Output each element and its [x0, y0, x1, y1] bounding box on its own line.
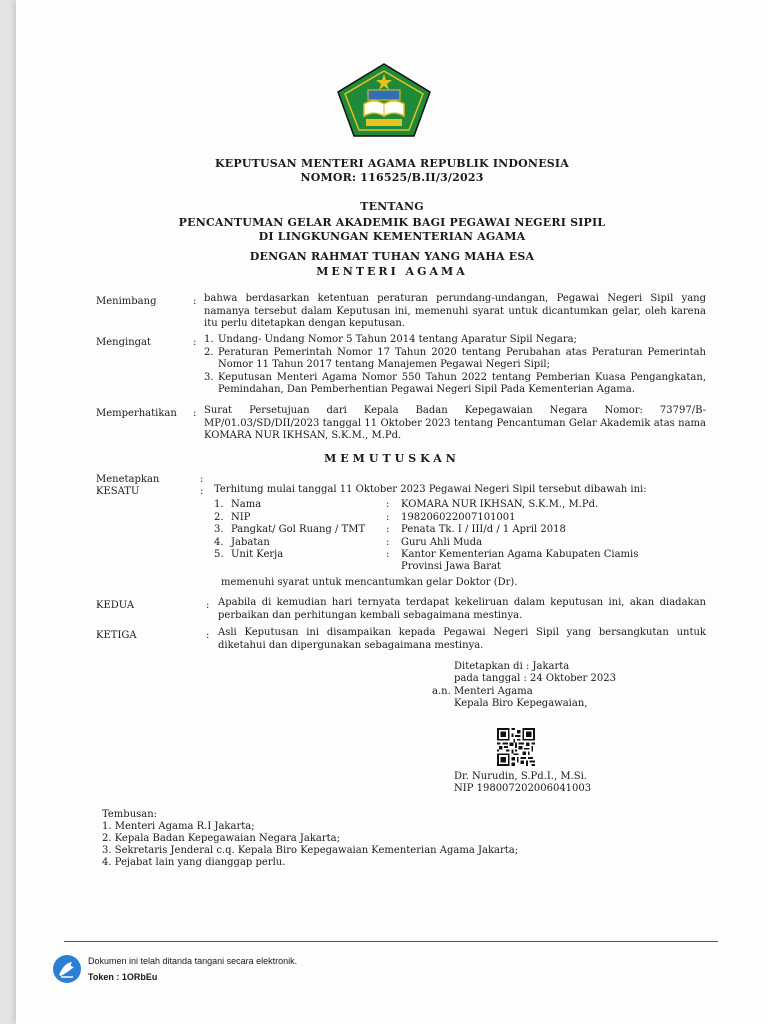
- decree-title: KEPUTUSAN MENTERI AGAMA REPUBLIK INDONESIA: [215, 157, 569, 170]
- subject-line-1: PENCANTUMAN GELAR AKADEMIK BAGI PEGAWAI NEGERI SIPIL: [178, 216, 606, 229]
- data-row-sep: :: [386, 499, 390, 510]
- data-row-sep: :: [386, 512, 390, 523]
- data-row-value: 198206022007101001: [401, 512, 516, 523]
- data-row-number: 1.: [214, 499, 224, 510]
- kedua-label: KEDUA: [96, 600, 135, 611]
- list-item: 3. Sekretaris Jenderal c.q. Kepala Biro Kepegawaian Kementerian Agama Jakarta;: [102, 845, 519, 856]
- kedua-colon: :: [206, 600, 210, 611]
- data-row-value: Guru Ahli Muda: [401, 537, 483, 548]
- data-row-sep: :: [386, 537, 390, 548]
- data-row-sep: :: [386, 549, 390, 560]
- kedua-text: Apabila di kemudian hari ternyata terdapat kekeliruan dalam keputusan ini, akan diadakan perbaikan dan perhitungan kembali sebagaimana mestinya.: [218, 597, 706, 621]
- mengingat-list: [204, 334, 706, 397]
- data-row-value: Kantor Kementerian Agama Kabupaten Ciamis: [401, 549, 639, 560]
- data-row-key: Unit Kerja: [231, 549, 284, 560]
- data-row-key: Nama: [231, 499, 262, 510]
- rahmat-heading: DENGAN RAHMAT TUHAN YANG MAHA ESA: [249, 250, 535, 263]
- data-row-number: 3.: [214, 524, 224, 535]
- signatory-an: a.n. Menteri Agama: [432, 686, 533, 697]
- data-row-number: 2.: [214, 512, 224, 523]
- data-row-key: Pangkat/ Gol Ruang / TMT: [231, 524, 366, 535]
- menimbang-label: Menimbang: [96, 296, 157, 307]
- mengingat-colon: :: [193, 337, 197, 348]
- footer-token: Token : 1ORbEu: [88, 972, 158, 982]
- list-item: 2. Peraturan Pemerintah Nomor 17 Tahun 2020 tentang Perubahan atas Peraturan Pemerintah Nomor 11 Tahun 2017 tentang Manajemen Pegawai Negeri Sipil;: [204, 346, 706, 370]
- list-item: 2. Kepala Badan Kepegawaian Negara Jakarta;: [102, 833, 341, 844]
- kesatu-label: KESATU: [96, 486, 140, 497]
- kesatu-colon: :: [200, 486, 204, 497]
- menteri-heading: MENTERI AGAMA: [316, 265, 468, 278]
- ketiga-colon: :: [206, 630, 210, 641]
- list-item: 3. Keputusan Menteri Agama Nomor 550 Tahun 2022 tentang Pemberian Kuasa Pengangkatan, Pemindahan, Dan Pemberhentian Pegawai Negeri Sipil Pada Kementerian Agama.: [204, 371, 706, 395]
- ketiga-label: KETIGA: [96, 630, 137, 641]
- signatory-nip: NIP 198007202006041003: [454, 783, 592, 794]
- decree-number: NOMOR: 116525/B.II/3/2023: [300, 171, 484, 184]
- mengingat-label: Mengingat: [96, 337, 152, 348]
- footer-note: Dokumen ini telah ditanda tangani secara elektronik.: [88, 956, 298, 966]
- menimbang-colon: :: [193, 296, 197, 307]
- kesatu-closing: memenuhi syarat untuk mencantumkan gelar Doktor (Dr).: [221, 577, 518, 588]
- data-row-value: Penata Tk. I / III/d / 1 April 2018: [401, 524, 566, 535]
- menetapkan-colon: :: [200, 474, 204, 485]
- list-item: 1. Menteri Agama R.I Jakarta;: [102, 821, 255, 832]
- data-row-key: Jabatan: [231, 537, 270, 548]
- tembusan-title: Tembusan:: [102, 809, 158, 820]
- list-item: 1. Undang- Undang Nomor 5 Tahun 2014 tentang Aparatur Sipil Negara;: [204, 334, 577, 345]
- data-row-sep: :: [386, 524, 390, 535]
- menetapkan-label: Menetapkan: [96, 474, 160, 485]
- memperhatikan-colon: :: [193, 408, 197, 419]
- ditetapkan-date: pada tanggal : 24 Oktober 2023: [454, 673, 616, 684]
- data-row-value-cont: Provinsi Jawa Barat: [401, 561, 502, 572]
- kesatu-intro: Terhitung mulai tanggal 11 Oktober 2023 Pegawai Negeri Sipil tersebut dibawah ini:: [214, 484, 647, 495]
- subject-line-2: DI LINGKUNGAN KEMENTERIAN AGAMA: [258, 230, 526, 243]
- footer-divider: [64, 941, 718, 942]
- memperhatikan-text: Surat Persetujuan dari Kepala Badan Kepegawaian Negara Nomor: 73797/B-MP/01.03/SD/DII/2023 tanggal 11 Oktober 2023 tentang Pencantuman Gelar Akademik atas nama KOMARA NUR IKHSAN, S.K.M., M.Pd.: [204, 405, 706, 441]
- kemenag-emblem-icon: [334, 62, 434, 138]
- data-row-key: NIP: [231, 512, 251, 523]
- qr-code-icon: [497, 728, 535, 766]
- document-page: [16, 0, 768, 1024]
- list-item: 4. Pejabat lain yang dianggap perlu.: [102, 857, 286, 868]
- menimbang-text: bahwa berdasarkan ketentuan peraturan perundang-undangan, Pegawai Negeri Sipil yang namanya tersebut dalam Keputusan ini, memenuhi syarat untuk dicantumkan gelar, oleh karena itu perlu ditetapkan dengan keputusan.: [204, 293, 706, 329]
- ketiga-text: Asli Keputusan ini disampaikan kepada Pegawai Negeri Sipil yang bersangkutan untuk diketahui dan dipergunakan sebagaimana mestinya.: [218, 627, 706, 651]
- ditetapkan-place: Ditetapkan di : Jakarta: [454, 661, 570, 672]
- data-row-number: 5.: [214, 549, 224, 560]
- data-row-value: KOMARA NUR IKHSAN, S.K.M., M.Pd.: [401, 499, 599, 510]
- data-row-number: 4.: [214, 537, 224, 548]
- tentang-heading: TENTANG: [360, 200, 424, 213]
- signatory-position: Kepala Biro Kepegawaian,: [454, 698, 588, 709]
- e-signature-icon: [52, 954, 82, 984]
- memperhatikan-label: Memperhatikan: [96, 408, 177, 419]
- memutuskan-heading: MEMUTUSKAN: [324, 452, 460, 465]
- signatory-name: Dr. Nurudin, S.Pd.I., M.Si.: [454, 771, 587, 782]
